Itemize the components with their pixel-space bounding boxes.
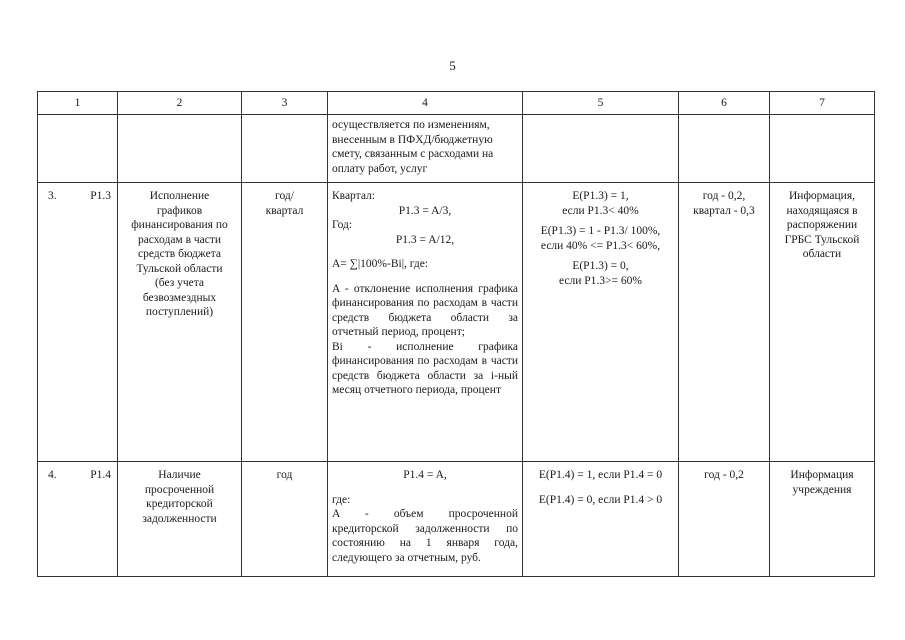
indicator-code: P1.3 — [90, 190, 111, 202]
indicator-name: Исполнение графиков финансирования по расходам в части средств бюджета Тульской области (без учета безвозмездных поступлений) — [118, 183, 242, 462]
formula-cell — [328, 183, 523, 462]
header-cell-4: 4 — [328, 92, 523, 115]
header-cell-6: 6 — [679, 92, 770, 115]
indicator-code: P1.4 — [90, 469, 111, 481]
period-cell: год — [242, 462, 328, 577]
formula-cell — [328, 462, 523, 577]
formula-def-a: A - отклонение исполнения графика финансирования по расходам в части средств бюджета области за отчетный период, процент; — [332, 282, 518, 338]
table-row — [38, 183, 875, 462]
formula-quarter-label: Квартал: — [332, 190, 375, 202]
continuation-line: осуществляется по изменениям, — [332, 119, 490, 131]
source-cell: Информация учреждения — [770, 462, 875, 577]
continuation-formula-text — [328, 115, 523, 183]
score-cell: E(P1.4) = 1, если P1.4 = 0 E(P1.4) = 0, если P1.4 > 0 — [523, 462, 679, 577]
row-number-cell — [38, 183, 118, 462]
continuation-line: внесенным в ПФХД/бюджетную — [332, 133, 493, 146]
row-number-cell — [38, 462, 118, 577]
header-cell-3: 3 — [242, 92, 328, 115]
formula-year: P1.3 = A/12, — [395, 233, 455, 246]
continuation-line: оплату работ, услуг — [332, 162, 428, 175]
continuation-row — [38, 115, 875, 183]
header-cell-1: 1 — [38, 92, 118, 115]
formula-def-b: Bi - исполнение графика финансирования по расходам в части средств бюджета области за i-ный месяц отчетного периода, процент — [332, 340, 518, 396]
row-number: 4. — [48, 469, 57, 481]
header-cell-5: 5 — [523, 92, 679, 115]
formula-where: где: — [332, 493, 351, 506]
header-row — [38, 92, 875, 115]
source-cell: Информация, находящаяся в распоряжении ГРБС Тульской области — [770, 183, 875, 462]
indicator-name: Наличие просроченной кредиторской задолженности — [118, 462, 242, 577]
weight-cell: год - 0,2, квартал - 0,3 — [679, 183, 770, 462]
score-cell: E(P1.3) = 1, если P1.3< 40% E(P1.3) = 1 - P1.3/ 100%, если 40% <= P1.3< 60%, E(P1.3) = 0, если P1.3>= 60% — [523, 183, 679, 462]
period-cell: год/ квартал — [242, 183, 328, 462]
header-cell-2: 2 — [118, 92, 242, 115]
formula-main: P1.4 = A, — [403, 469, 447, 481]
formula-def-a: A - объем просроченной кредиторской задолженности по состоянию на 1 января года, следующего за отчетным, руб. — [332, 508, 518, 564]
indicators-table — [37, 91, 875, 577]
formula-quarter: P1.3 = A/3, — [398, 204, 452, 217]
formula-year-label: Год: — [332, 219, 353, 231]
page-number: 5 — [449, 58, 456, 73]
table-row — [38, 462, 875, 577]
header-cell-7: 7 — [770, 92, 875, 115]
continuation-line: смету, связанным с расходами на — [332, 148, 494, 160]
formula-sum: A= ∑|100%-Bi|, где: — [332, 258, 429, 270]
row-number: 3. — [48, 190, 57, 202]
weight-cell: год - 0,2 — [679, 462, 770, 577]
